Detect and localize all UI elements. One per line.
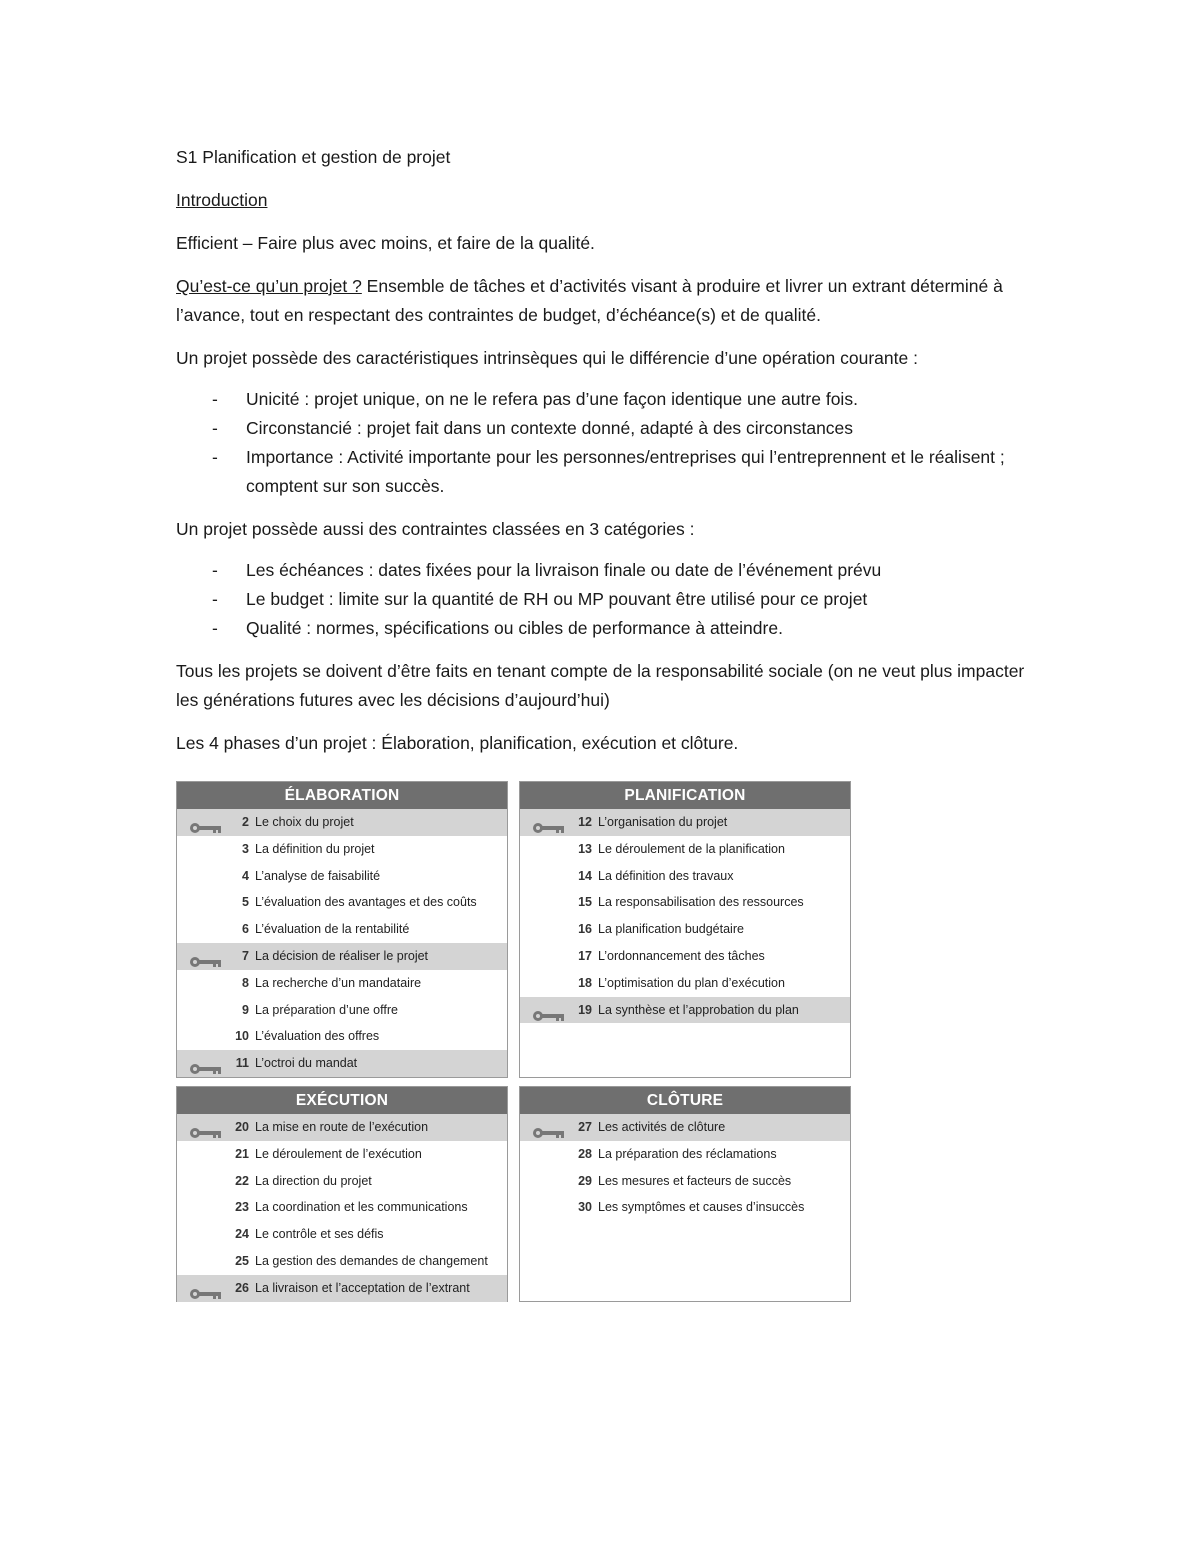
phase-step-number: 24 (235, 1227, 249, 1242)
phases-projet: Les 4 phases d’un projet : Élaboration, planification, exécution et clôture. (176, 733, 739, 753)
phase-row (520, 889, 850, 916)
panel-title: EXÉCUTION (177, 1087, 507, 1114)
panel-rows (520, 1114, 850, 1221)
phase-row (520, 836, 850, 863)
phase-row (177, 1114, 507, 1141)
phase-row (177, 1141, 507, 1168)
phase-step-number: 23 (235, 1200, 249, 1215)
phase-step-number: 12 (578, 815, 592, 829)
phase-row (177, 970, 507, 997)
phase-row (177, 809, 507, 836)
phase-step-label: L’optimisation du plan d’exécution (598, 975, 785, 990)
phase-row (177, 1050, 507, 1077)
phase-row (177, 889, 507, 916)
phase-step-label: L’octroi du mandat (255, 1056, 358, 1071)
phase-step-number: 29 (578, 1173, 592, 1188)
phase-step-number: 11 (235, 1056, 249, 1071)
phase-step-number: 14 (578, 868, 592, 883)
phase-step-label: L’ordonnancement des tâches (598, 948, 765, 963)
phase-row (520, 943, 850, 970)
document-body (176, 143, 1036, 772)
phase-step-number: 20 (235, 1120, 249, 1134)
efficient-definition: Efficient – Faire plus avec moins, et faire de la qualité. (176, 233, 595, 253)
phase-row (177, 1194, 507, 1221)
phase-row (177, 1248, 507, 1275)
phase-row (520, 970, 850, 997)
phase-step-label: La préparation des réclamations (598, 1146, 777, 1161)
dash-bullet: - (212, 560, 218, 580)
dash-bullet: - (212, 618, 218, 638)
phase-row (177, 1023, 507, 1050)
phase-step-label: La mise en route de l’exécution (255, 1120, 429, 1134)
phase-row (520, 1141, 850, 1168)
phase-row (520, 1114, 850, 1141)
phase-row (520, 1168, 850, 1195)
phase-step-number: 25 (235, 1253, 249, 1268)
list-item-text: Le budget : limite sur la quantité de RH ou MP pouvant être utilisé pour ce projet (246, 589, 868, 609)
phase-step-label: La livraison et l’acceptation de l’extrant (255, 1280, 470, 1295)
phase-step-label: L’évaluation des offres (255, 1029, 380, 1044)
phase-step-number: 17 (578, 948, 592, 963)
list-item (176, 585, 1036, 614)
phase-step-number: 8 (242, 975, 249, 990)
phase-step-label: Les activités de clôture (598, 1120, 726, 1134)
phase-step-label: La définition des travaux (598, 868, 734, 883)
phase-step-number: 28 (578, 1146, 592, 1161)
phase-step-number: 4 (242, 868, 249, 883)
phase-step-label: La décision de réaliser le projet (255, 948, 429, 963)
list-item (176, 385, 1036, 414)
contraintes-intro: Un projet possède aussi des contraintes classées en 3 catégories : (176, 519, 695, 539)
caracteristiques-list (176, 385, 1036, 501)
phase-step-number: 19 (578, 1002, 592, 1017)
phase-row (177, 836, 507, 863)
phase-step-number: 16 (578, 922, 592, 937)
section-heading-introduction: Introduction (176, 190, 268, 210)
phase-step-number: 21 (235, 1146, 249, 1161)
dash-bullet: - (212, 589, 218, 609)
phase-step-label: La synthèse et l’approbation du plan (598, 1002, 799, 1017)
caracteristiques-intro: Un projet possède des caractéristiques intrinsèques qui le différencie d’une opération courante : (176, 348, 918, 368)
phase-step-number: 27 (578, 1120, 592, 1134)
panel-cloture (519, 1086, 851, 1302)
phase-step-number: 3 (242, 841, 249, 856)
phase-row (177, 863, 507, 890)
phase-step-label: Le contrôle et ses défis (255, 1227, 384, 1242)
list-item-text: Qualité : normes, spécifications ou cibles de performance à atteindre. (246, 618, 783, 638)
phase-row (520, 916, 850, 943)
panel-rows (177, 809, 507, 1077)
phases-figure (176, 781, 853, 1303)
phase-step-label: Les symptômes et causes d’insuccès (598, 1200, 805, 1215)
phase-step-label: Le choix du projet (255, 815, 354, 829)
panel-title: ÉLABORATION (177, 782, 507, 809)
phase-step-label: L’évaluation des avantages et des coûts (255, 895, 477, 910)
phase-step-label: La responsabilisation des ressources (598, 895, 804, 910)
dash-bullet: - (212, 418, 218, 438)
list-item (176, 556, 1036, 585)
phase-step-number: 18 (578, 975, 592, 990)
phase-step-number: 5 (242, 895, 249, 910)
phase-step-label: La planification budgétaire (598, 922, 744, 937)
responsabilite-sociale: Tous les projets se doivent d’être faits en tenant compte de la responsabilité sociale (on ne veut plus impacter les générations futures avec les décisions d’aujourd’hui) (176, 661, 1025, 710)
list-item-text: Circonstancié : projet fait dans un contexte donné, adapté à des circonstances (246, 418, 854, 438)
phase-step-label: La préparation d’une offre (255, 1002, 398, 1017)
phase-step-label: Le déroulement de la planification (598, 841, 785, 856)
phase-step-number: 22 (235, 1173, 249, 1188)
phase-step-label: La recherche d’un mandataire (255, 975, 422, 990)
phase-row (520, 809, 850, 836)
phase-step-number: 7 (242, 948, 249, 963)
phase-row (177, 916, 507, 943)
projet-question: Qu’est-ce qu’un projet ? (176, 276, 362, 296)
phase-row (177, 943, 507, 970)
phase-row (177, 1168, 507, 1195)
panel-title: CLÔTURE (520, 1087, 850, 1114)
phase-step-label: La direction du projet (255, 1173, 372, 1188)
panel-rows (177, 1114, 507, 1302)
panel-rows (520, 809, 850, 1023)
list-item-text: Unicité : projet unique, on ne le refera pas d’une façon identique une autre fois. (246, 389, 858, 409)
phase-row (520, 1194, 850, 1221)
panel-title: PLANIFICATION (520, 782, 850, 809)
phase-step-number: 10 (235, 1029, 249, 1044)
phase-row (177, 1275, 507, 1302)
phase-step-number: 30 (578, 1200, 592, 1215)
phase-step-label: L’organisation du projet (598, 815, 728, 829)
list-item (176, 443, 1036, 501)
panel-planification (519, 781, 851, 1078)
phase-step-label: La définition du projet (255, 841, 375, 856)
phase-step-number: 9 (242, 1002, 249, 1017)
contraintes-list (176, 556, 1036, 643)
phase-step-label: L’analyse de faisabilité (255, 868, 381, 883)
phase-step-label: Le déroulement de l’exécution (255, 1146, 422, 1161)
phase-row (177, 1221, 507, 1248)
phase-row (177, 997, 507, 1024)
list-item (176, 414, 1036, 443)
phase-step-label: Les mesures et facteurs de succès (598, 1173, 792, 1188)
phase-step-label: La gestion des demandes de changement (255, 1253, 488, 1268)
panel-execution (176, 1086, 508, 1302)
dash-bullet: - (212, 447, 218, 467)
phase-step-number: 15 (578, 895, 592, 910)
phase-step-number: 6 (242, 922, 249, 937)
projet-definition-text: Ensemble de tâches et d’activités visant à produire et livrer un extrant déterminé à l’avance, tout en respectant des contraintes de budget, d’échéance(s) et de qualité. (176, 276, 1003, 325)
projet-definition (176, 272, 1036, 330)
phase-row (520, 863, 850, 890)
list-item (176, 614, 1036, 643)
phase-step-label: L’évaluation de la rentabilité (255, 922, 410, 937)
list-item-text: Importance : Activité importante pour les personnes/entreprises qui l’entreprennent et le réalisent ; comptent sur son succès. (246, 447, 1005, 496)
phase-step-number: 26 (235, 1280, 249, 1295)
phase-row (520, 997, 850, 1024)
phase-step-label: La coordination et les communications (255, 1200, 468, 1215)
list-item-text: Les échéances : dates fixées pour la livraison finale ou date de l’événement prévu (246, 560, 882, 580)
panel-elaboration (176, 781, 508, 1078)
phase-step-number: 13 (578, 841, 592, 856)
document-title: S1 Planification et gestion de projet (176, 147, 451, 167)
phase-step-number: 2 (242, 815, 249, 829)
dash-bullet: - (212, 389, 218, 409)
